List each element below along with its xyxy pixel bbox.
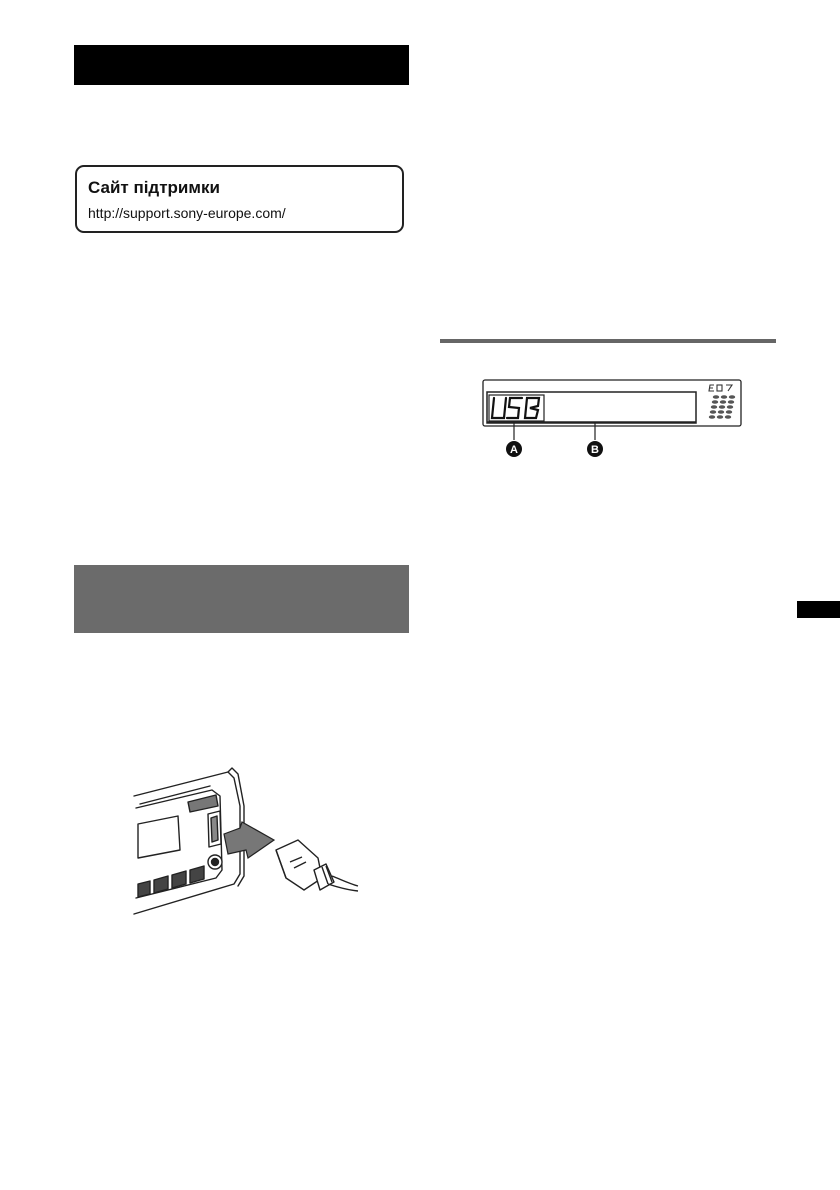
- insert-arrow-icon: [224, 822, 274, 858]
- callout-a: [506, 441, 522, 457]
- svg-text:B: B: [591, 444, 599, 456]
- svg-text:A: A: [510, 444, 518, 456]
- display-window-diagram: [478, 378, 746, 464]
- top-heading-bar: [74, 45, 409, 85]
- chapter-side-tab: [797, 601, 840, 618]
- section-rule: [440, 339, 776, 343]
- usb-plug-icon: [276, 840, 358, 891]
- speaker-dot-grid: [709, 395, 735, 419]
- support-site-url[interactable]: http://support.sony-europe.com/: [88, 205, 286, 221]
- section-heading-bar: [74, 565, 409, 633]
- support-site-box: [75, 165, 404, 233]
- callout-b: [587, 441, 603, 457]
- display-usb-segments: [478, 378, 544, 421]
- support-site-title: Сайт підтримки: [88, 178, 220, 197]
- head-unit-usb-illustration: [128, 766, 360, 921]
